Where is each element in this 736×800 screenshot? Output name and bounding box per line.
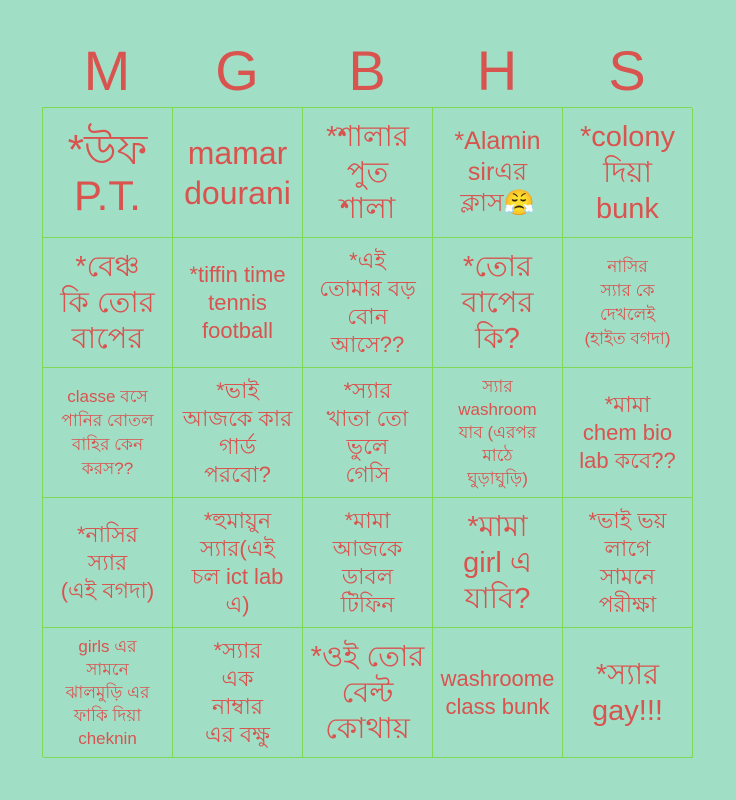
- cell-text: *Alamin sirএর ক্লাস😤: [454, 127, 541, 217]
- cell-text: *নাসির স্যার (এই বগদা): [60, 521, 155, 603]
- cell-text: *মামা girl এ যাবি?: [463, 510, 532, 615]
- bingo-cell[interactable]: [303, 368, 433, 498]
- header-letter-m: M: [83, 39, 131, 102]
- bingo-cell[interactable]: [43, 498, 173, 628]
- cell-text: নাসির স্যার কে দেখলেই (হাইত বগদা): [584, 256, 671, 348]
- bingo-cell[interactable]: [433, 238, 563, 368]
- header-letter-s: S: [608, 39, 646, 102]
- bingo-cell[interactable]: [43, 238, 173, 368]
- cell-text: girls এর সামনে ঝালমুড়ি এর ফাকি দিয়া cheknin: [65, 637, 150, 748]
- cell-text: *স্যার gay!!!: [592, 658, 663, 727]
- bingo-cell[interactable]: [563, 498, 693, 628]
- bingo-cell[interactable]: [433, 108, 563, 238]
- bingo-cell[interactable]: [563, 108, 693, 238]
- bingo-board: [42, 107, 692, 757]
- cell-text: *স্যার এক নাম্বার এর বক্ষু: [204, 637, 271, 747]
- cell-text: classe বসে পানির বোতল বাহির কেন করস??: [61, 386, 154, 478]
- cell-text: *ভাই ভয় লাগে সামনে পরীক্ষা: [588, 507, 667, 617]
- bingo-cell[interactable]: [303, 238, 433, 368]
- cell-text: *হুমায়ুন স্যার(এই চল ict lab এ): [191, 507, 284, 617]
- bingo-cell[interactable]: [173, 368, 303, 498]
- cell-text: *ভাই আজকে কার গার্ড পরবো?: [182, 377, 293, 487]
- header-letter-b: B: [348, 39, 386, 102]
- bingo-cell[interactable]: [173, 238, 303, 368]
- bingo-cell[interactable]: [433, 498, 563, 628]
- cell-text: *মামা chem bio lab কবে??: [579, 391, 676, 473]
- bingo-cell[interactable]: [173, 108, 303, 238]
- cell-text: *শালার পুত শালা: [326, 120, 409, 225]
- cell-text: *তোর বাপের কি?: [461, 250, 534, 355]
- cell-text: স্যার washroom যাব (এরপর মাঠে ঘুড়াঘুড়ি): [458, 377, 537, 488]
- cell-text: mamar dourani: [184, 134, 291, 211]
- bingo-cell[interactable]: [433, 628, 563, 758]
- cell-text: *বেঞ্চ কি তোর বাপের: [60, 250, 155, 355]
- bingo-cell[interactable]: [43, 108, 173, 238]
- cell-text: washroome class bunk: [440, 665, 555, 719]
- bingo-cell[interactable]: [563, 238, 693, 368]
- bingo-cell[interactable]: [303, 108, 433, 238]
- bingo-cell[interactable]: [303, 628, 433, 758]
- bingo-cell[interactable]: [43, 628, 173, 758]
- cell-text: *ওই তোর বেল্ট কোথায়: [310, 640, 425, 745]
- bingo-cell[interactable]: [303, 498, 433, 628]
- header-letter-h: H: [476, 39, 518, 102]
- cell-text: *স্যার খাতা তো ভুলে গেসি: [326, 377, 409, 487]
- cell-text: *এই তোমার বড় বোন আসে??: [319, 247, 416, 357]
- cell-text: *tiffin time tennis football: [189, 261, 286, 343]
- bingo-header: [42, 36, 692, 106]
- cell-text: *উফ P.T.: [67, 125, 148, 219]
- bingo-cell[interactable]: [173, 498, 303, 628]
- cell-text: *মামা আজকে ডাবল টিফিন: [332, 507, 403, 617]
- cell-text: *colony দিয়া bunk: [579, 120, 676, 225]
- bingo-cell[interactable]: [433, 368, 563, 498]
- header-letter-g: G: [215, 39, 259, 102]
- bingo-cell[interactable]: [43, 368, 173, 498]
- bingo-cell[interactable]: [563, 368, 693, 498]
- bingo-cell[interactable]: [173, 628, 303, 758]
- bingo-cell[interactable]: [563, 628, 693, 758]
